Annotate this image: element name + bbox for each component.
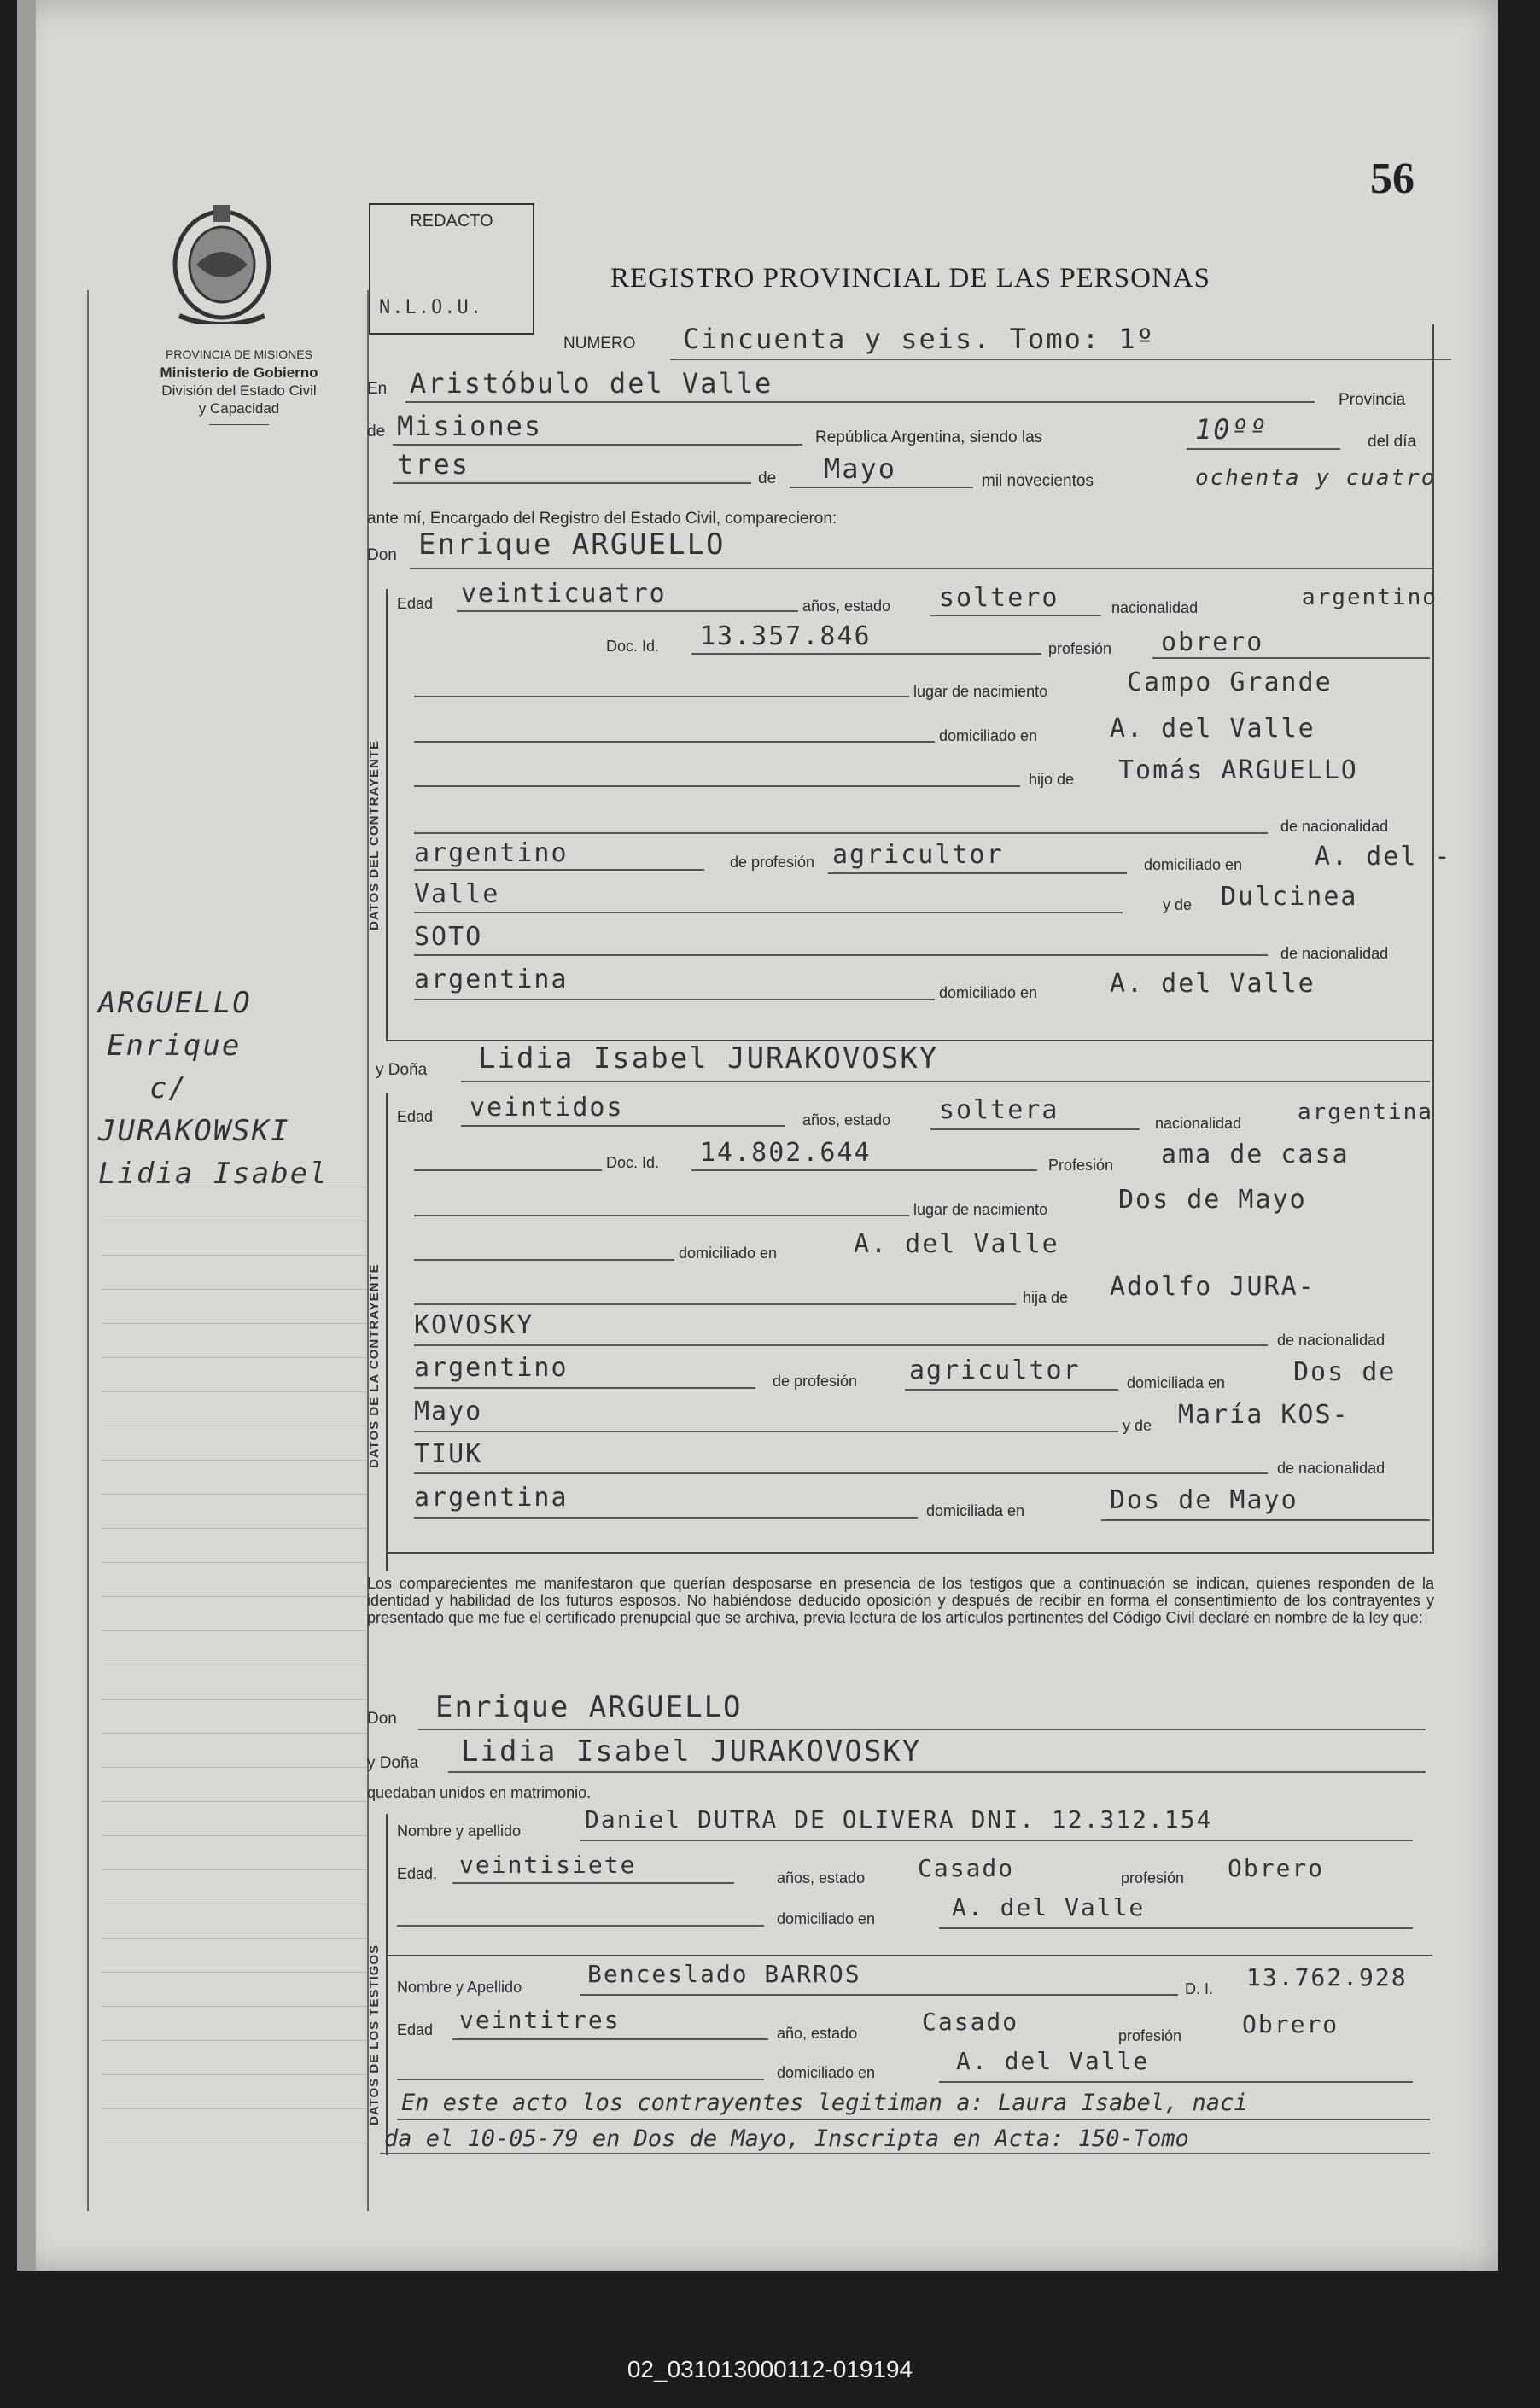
t2-di: 13.762.928 [1246,1963,1408,1991]
estado-value-2: soltera [939,1095,1059,1125]
margin-firstname: Enrique [107,1029,242,1063]
domicilio-value-2: A. del Valle [854,1229,1059,1259]
t2-di-label: D. I. [1185,1980,1214,1997]
profesion-value: obrero [1161,627,1264,657]
column-divider [367,290,369,2211]
padre-domicilio-1: A. del - [1315,842,1452,872]
madre-domicilio-label: domiciliado en [939,984,1038,1001]
lugar-label-2: lugar de nacimiento [913,1201,1048,1218]
t2-profesion-label: profesión [1118,2027,1182,2044]
madre-apellido: SOTO [414,922,483,952]
left-margin-rule [87,290,89,2211]
padre-value: Tomás ARGUELLO [1118,755,1358,785]
t1-nombre: Daniel DUTRA DE OLIVERA DNI. 12.312.154 [585,1805,1213,1834]
margin-firstname-2: Lidia Isabel [98,1157,329,1191]
margin-annotation [98,982,329,1195]
profesion-label-2: Profesión [1048,1157,1114,1174]
t1-anios-label: años, estado [777,1869,866,1886]
hijo-label: hijo de [1029,771,1075,788]
contrayenta-bracket [386,1093,388,1571]
decl-don-value: Enrique ARGUELLO [435,1690,743,1724]
del-dia-label: del día [1368,433,1417,451]
contrayenta-side-label: DATOS DE LA CONTRAYENTE [367,1263,382,1468]
t2-edad-label: Edad [397,2021,434,2038]
hija-label: hija de [1023,1289,1069,1306]
de2-label: de [758,469,777,487]
contrayente-side-label: DATOS DEL CONTRAYENTE [367,740,382,930]
note-line-2: da el 10-05-79 en Dos de Mayo, Inscripta en Acta: 150-Tomo [384,2125,1189,2152]
doc-value-2: 14.802.644 [700,1138,872,1168]
register-page [17,0,1498,2271]
y-de-label: y de [1163,896,1193,913]
de-label: de [367,423,386,440]
province-label: PROVINCIA DE MISIONES [166,347,312,361]
decl-dona-label: y Doña [367,1754,419,1772]
decl-dona-value: Lidia Isabel JURAKOVOSKY [461,1735,922,1769]
de-value: Misiones [397,410,543,442]
decl-closing: quedaban unidos en matrimonio. [367,1784,592,1801]
nacionalidad-value: argentino [1302,585,1438,610]
contrayente-bracket [386,589,388,1041]
doc-label-2: Doc. Id. [606,1154,660,1171]
padre-domicilio-2a: Dos de [1293,1357,1397,1387]
de-nacionalidad-label-2: de nacionalidad [1280,945,1389,962]
nacionalidad-label-2: nacionalidad [1155,1115,1242,1132]
edad-label-2: Edad [397,1108,434,1125]
t1-profesion: Obrero [1228,1854,1325,1882]
madre-domicilio-label-2: domiciliada en [926,1502,1025,1519]
de-nacionalidad-label-3: de nacionalidad [1277,1332,1385,1349]
de-nacionalidad-label: de nacionalidad [1280,818,1389,835]
padre-domicilio-label: domiciliado en [1144,856,1243,873]
t2-estado: Casado [922,2008,1019,2036]
margin-surname-2: JURAKOWSKI [98,1114,290,1148]
t2-nombre: Benceslado BARROS [587,1960,861,1988]
republica-label: República Argentina, siendo las [815,429,1043,446]
testigos-bracket [386,1814,388,2155]
anio-value: ochenta y cuatro [1195,465,1437,491]
nacionalidad-value-2: argentina [1298,1099,1433,1125]
estado-value: soltero [939,583,1059,613]
de-profesion-label: de profesión [730,854,815,871]
y-de-label-2: y de [1123,1417,1152,1434]
madre-nacionalidad: argentina [414,965,569,994]
t1-edad: veintisiete [459,1851,637,1879]
dona-value: Lidia Isabel JURAKOVOSKY [478,1041,939,1076]
right-frame [1432,324,1434,1554]
capacity-label: y Capacidad [198,400,280,417]
document-title: REGISTRO PROVINCIAL DE LAS PERSONAS [610,263,1211,294]
testigos-side-label: DATOS DE LOS TESTIGOS [367,1944,382,2125]
note-line-1: En este acto los contrayentes legitiman a: Laura Isabel, naci [401,2090,1248,2116]
padre-domicilio-label-2: domiciliada en [1127,1374,1226,1391]
lugar-label: lugar de nacimiento [913,683,1048,700]
t1-profesion-label: profesión [1121,1869,1185,1886]
padre-domicilio-2b: Mayo [414,1396,483,1426]
decl-don-label: Don [367,1710,397,1728]
redacto-stamp [369,203,534,335]
madre-domicilio-2: Dos de Mayo [1110,1485,1298,1515]
numero-label: NUMERO [563,335,636,353]
domicilio-label: domiciliado en [939,727,1038,744]
t2-domicilio: A. del Valle [956,2047,1150,2075]
doc-label: Doc. Id. [606,638,660,655]
padre-domicilio-2: Valle [414,879,500,909]
lugar-value: Campo Grande [1127,668,1333,697]
en-label: En [367,380,388,398]
mes-value: Mayo [824,452,897,485]
edad-value-2: veintidos [470,1093,624,1122]
t1-domicilio: A. del Valle [952,1893,1146,1921]
page-number: 56 [1370,155,1415,203]
ministry-label: Ministerio de Gobierno [160,364,318,381]
stamp-label: REDACTO [410,212,493,230]
y-dona-label: y Doña [376,1061,428,1079]
madre-domicilio: A. del Valle [1110,969,1315,999]
doc-value: 13.357.846 [700,621,872,651]
margin-conjunction: c/ [149,1071,188,1105]
declaration-paragraph: Los comparecientes me manifestaron que querían desposarse en presencia de los testigos que a continuación se indican, quienes responden de la identidad y habilidad de los futuros esposos. No habiéndose deducido oposición y después de recibir en forma el consentimiento de los contrayentes y presentado que me fue el certificado prenupcial que se archiva, previa lectura de los artículos pertinentes del Código Civil declaré en nombre de la ley que: [367,1575,1434,1626]
padre-nacionalidad-2: argentino [414,1353,569,1383]
coat-of-arms-icon [162,196,282,329]
mil-label: mil novecientos [982,472,1094,490]
t1-edad-label: Edad, [397,1865,438,1882]
edad-label: Edad [397,595,434,612]
nacionalidad-label: nacionalidad [1111,599,1199,616]
padre-profesion: agricultor [832,840,1004,870]
domicilio-value: A. del Valle [1110,714,1315,743]
profesion-label: profesión [1048,640,1112,657]
t1-domicilio-label: domiciliado en [777,1910,876,1927]
t2-profesion: Obrero [1242,2010,1339,2038]
stamp-value: N.L.O.U. [379,297,483,318]
padre-nacionalidad: argentino [414,838,569,868]
t1-nombre-label: Nombre y apellido [397,1822,522,1840]
madre-nacionalidad-2: argentina [414,1483,569,1513]
t2-nombre-label: Nombre y Apellido [397,1979,522,1996]
anios-label: años, estado [802,598,891,615]
edad-value: veinticuatro [461,579,667,609]
don-label: Don [367,546,397,564]
madre-nombre: Dulcinea [1221,882,1358,912]
padre-value-2: Adolfo JURA- [1110,1272,1315,1302]
ante-text: ante mí, Encargado del Registro del Estado Civil, comparecieron: [367,510,837,528]
book-binding [17,0,36,2271]
madre-nombre-2: María KOS- [1178,1400,1350,1430]
de-profesion-label-2: de profesión [773,1373,858,1390]
provincia-label: Provincia [1339,391,1406,409]
t2-domicilio-label: domiciliado en [777,2064,876,2081]
don-value: Enrique ARGUELLO [418,528,726,562]
anios-label-2: años, estado [802,1111,891,1128]
profesion-value-2: ama de casa [1161,1140,1350,1169]
hora-value: 10ºº [1195,413,1269,446]
dia-value: tres [397,448,470,481]
left-header [94,346,384,425]
padre-apellido-2: KOVOSKY [414,1310,534,1340]
t1-estado: Casado [918,1854,1015,1882]
en-value: Aristóbulo del Valle [410,367,773,399]
t2-anio-label: año, estado [777,2025,858,2042]
lugar-value-2: Dos de Mayo [1118,1185,1307,1215]
numero-value: Cincuenta y seis. Tomo: 1º [683,323,1155,355]
footer-code: 02_031013000112-019194 [627,2356,913,2382]
division-label: División del Estado Civil [161,382,317,399]
domicilio-label-2: domiciliado en [679,1245,778,1262]
madre-apellido-2: TIUK [414,1439,483,1469]
padre-profesion-2: agricultor [909,1356,1081,1385]
t2-edad: veintitres [459,2006,621,2034]
margin-surname: ARGUELLO [98,986,252,1020]
de-nacionalidad-label-4: de nacionalidad [1277,1460,1385,1477]
